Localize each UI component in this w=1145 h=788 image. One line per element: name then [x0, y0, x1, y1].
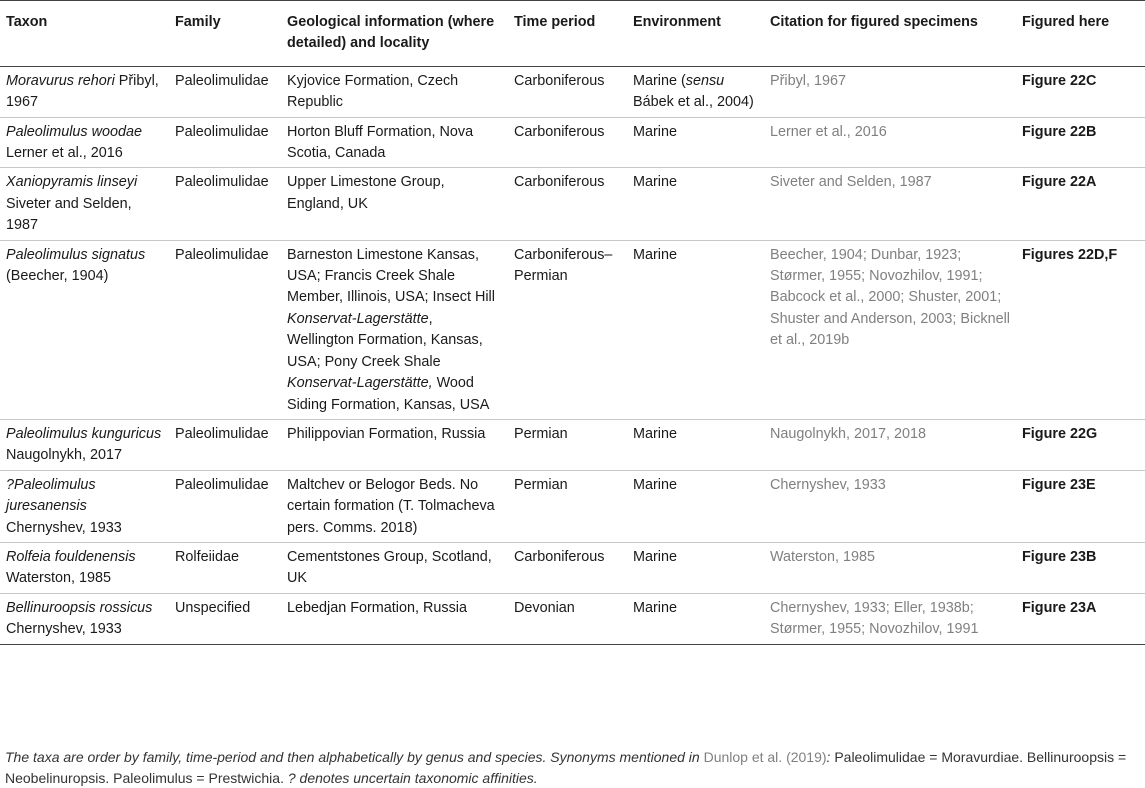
taxon-author: Naugolnykh, 2017 — [6, 447, 123, 464]
table-row — [0, 419, 1145, 470]
cell-figured-here: Figure 23B — [1016, 542, 1145, 593]
taxon-name: Moravurus rehori — [6, 72, 115, 89]
environment-text: Marine — [633, 246, 677, 263]
cell-citation: Přibyl, 1967 — [764, 66, 1016, 117]
taxon-author: Chernyshev, 1933 — [6, 519, 122, 536]
caption-text-1: The taxa are order by family, time-period and then alphabetically by genus and species. Synonyms mentioned in — [5, 749, 704, 765]
geo-text: Wood Siding Formation, Kansas, USA — [287, 375, 490, 413]
taxon-name: Bellinuroopsis rossicus — [6, 599, 153, 616]
cell-environment — [627, 168, 764, 240]
geo-text: Konservat-Lagerstätte — [287, 310, 429, 327]
caption-synonyms: Paleolimulidae = Moravurdiae. Bellinuroopsis = Neobelinuropsis. Paleolimulus = Prestwichia. — [5, 749, 1127, 786]
cell-environment — [627, 593, 764, 644]
header-citation: Citation for figured specimens — [764, 1, 1016, 67]
header-family: Family — [169, 1, 281, 67]
cell-figured-here: Figure 22B — [1016, 117, 1145, 168]
header-time-period: Time period — [508, 1, 627, 67]
taxon-name: Paleolimulus woodae — [6, 123, 142, 140]
cell-time-period: Carboniferous — [508, 117, 627, 168]
cell-family: Paleolimulidae — [169, 66, 281, 117]
cell-taxon — [0, 168, 169, 240]
table-row — [0, 470, 1145, 542]
cell-figured-here: Figure 23E — [1016, 470, 1145, 542]
cell-geological-information — [281, 593, 508, 644]
cell-citation: Chernyshev, 1933 — [764, 470, 1016, 542]
cell-family: Unspecified — [169, 593, 281, 644]
cell-geological-information — [281, 240, 508, 419]
taxon-author: Lerner et al., 2016 — [6, 145, 123, 162]
geo-text: , Wellington Formation, Kansas, USA; Pony Creek Shale — [287, 310, 483, 370]
cell-family: Paleolimulidae — [169, 470, 281, 542]
taxon-name: Xaniopyramis linseyi — [6, 174, 138, 191]
header-row — [0, 1, 1145, 67]
taxon-name: ?Paleolimulus juresanensis — [6, 476, 96, 515]
cell-figured-here: Figure 22C — [1016, 66, 1145, 117]
cell-citation: Chernyshev, 1933; Eller, 1938b; Størmer, 1955; Novozhilov, 1991 — [764, 593, 1016, 644]
cell-taxon — [0, 470, 169, 542]
environment-text: Marine — [633, 548, 677, 565]
header-geological-information: Geological information (where detailed) and locality — [281, 1, 508, 67]
table-row — [0, 240, 1145, 419]
table-row — [0, 66, 1145, 117]
header-taxon: Taxon — [0, 1, 169, 67]
geo-text: Cementstones Group, Scotland, UK — [287, 548, 492, 587]
cell-citation: Lerner et al., 2016 — [764, 117, 1016, 168]
cell-environment — [627, 117, 764, 168]
cell-citation: Siveter and Selden, 1987 — [764, 168, 1016, 240]
cell-time-period: Carboniferous — [508, 66, 627, 117]
geo-text: Barneston Limestone Kansas, USA; Francis Creek Shale Member, Illinois, USA; Insect Hill — [287, 246, 495, 306]
taxon-author: Siveter and Selden, 1987 — [6, 195, 132, 234]
cell-figured-here: Figure 23A — [1016, 593, 1145, 644]
cell-family: Paleolimulidae — [169, 419, 281, 470]
geo-text: Upper Limestone Group, England, UK — [287, 174, 445, 212]
cell-geological-information — [281, 542, 508, 593]
table-row — [0, 117, 1145, 168]
cell-environment — [627, 66, 764, 117]
cell-taxon — [0, 66, 169, 117]
taxon-name: Paleolimulus kunguricus — [6, 425, 162, 442]
environment-text: Marine — [633, 425, 677, 442]
cell-geological-information — [281, 168, 508, 240]
taxon-author: Waterston, 1985 — [6, 570, 112, 587]
table-row — [0, 542, 1145, 593]
header-environment: Environment — [627, 1, 764, 67]
cell-time-period: Devonian — [508, 593, 627, 644]
header-figured-here: Figured here — [1016, 1, 1145, 67]
cell-geological-information — [281, 66, 508, 117]
cell-citation: Beecher, 1904; Dunbar, 1923; Størmer, 1955; Novozhilov, 1991; Babcock et al., 2000; Shuster, 2001; Shuster and Anderson, 2003; Bicknell et al., 2019b — [764, 240, 1016, 419]
geo-text: Lebedjan Formation, Russia — [287, 599, 467, 616]
environment-text: Marine — [633, 476, 677, 493]
taxon-author: (Beecher, 1904) — [6, 268, 109, 285]
cell-time-period: Carboniferous — [508, 542, 627, 593]
environment-text: Marine — [633, 174, 677, 191]
caption-text-4: ? denotes uncertain taxonomic affinities. — [283, 769, 538, 786]
cell-family: Paleolimulidae — [169, 168, 281, 240]
cell-geological-information — [281, 117, 508, 168]
cell-environment — [627, 419, 764, 470]
cell-taxon — [0, 593, 169, 644]
cell-citation: Naugolnykh, 2017, 2018 — [764, 419, 1016, 470]
geo-text: Philippovian Formation, Russia — [287, 425, 486, 442]
taxon-author: Chernyshev, 1933 — [6, 621, 122, 638]
geo-text: Konservat-Lagerstätte, — [287, 375, 433, 392]
cell-figured-here: Figure 22A — [1016, 168, 1145, 240]
cell-family: Paleolimulidae — [169, 117, 281, 168]
caption-link[interactable]: Dunlop et al. (2019) — [703, 749, 827, 765]
cell-figured-here: Figure 22G — [1016, 419, 1145, 470]
cell-family: Rolfeiidae — [169, 542, 281, 593]
geo-text: Horton Bluff Formation, Nova Scotia, Canada — [287, 123, 474, 162]
table-row — [0, 168, 1145, 240]
caption-text-2: : — [826, 749, 831, 765]
taxon-name: Paleolimulus signatus — [6, 246, 146, 263]
cell-taxon — [0, 419, 169, 470]
environment-text: Bábek et al., 2004) — [633, 94, 754, 111]
environment-text: Marine — [633, 599, 677, 616]
cell-environment — [627, 542, 764, 593]
taxon-author: Přibyl, 1967 — [6, 72, 159, 111]
cell-environment — [627, 470, 764, 542]
cell-taxon — [0, 542, 169, 593]
cell-geological-information — [281, 470, 508, 542]
taxon-name: Rolfeia fouldenensis — [6, 548, 136, 565]
environment-text: Marine ( — [633, 72, 686, 89]
cell-taxon — [0, 117, 169, 168]
table-caption — [5, 747, 1143, 788]
geo-text: Kyjovice Formation, Czech Republic — [287, 72, 459, 111]
environment-text: Marine — [633, 123, 677, 140]
cell-time-period: Carboniferous–Permian — [508, 240, 627, 419]
cell-environment — [627, 240, 764, 419]
cell-geological-information — [281, 419, 508, 470]
table-row — [0, 593, 1145, 644]
cell-time-period: Carboniferous — [508, 168, 627, 240]
environment-text: sensu — [685, 72, 725, 89]
cell-family: Paleolimulidae — [169, 240, 281, 419]
table-body — [0, 66, 1145, 644]
cell-time-period: Permian — [508, 470, 627, 542]
cell-citation: Waterston, 1985 — [764, 542, 1016, 593]
cell-time-period: Permian — [508, 419, 627, 470]
cell-taxon — [0, 240, 169, 419]
cell-figured-here: Figures 22D,F — [1016, 240, 1145, 419]
geo-text: Maltchev or Belogor Beds. No certain formation (T. Tolmacheva pers. Comms. 2018) — [287, 476, 495, 536]
